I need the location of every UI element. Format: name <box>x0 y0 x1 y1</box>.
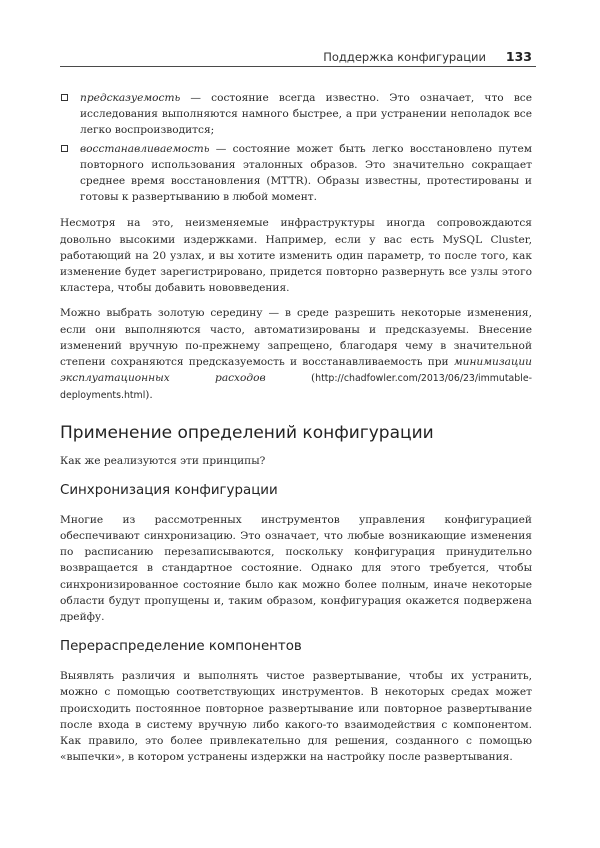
bullet-text: — состояние может быть легко восстановлено путем повторного использования эталонных образов. Это значительно сокращает среднее время восстановления (MTTR). Образы известны, протестированы и готовы к развертыванию в любой момент. <box>80 142 532 204</box>
page-body <box>60 90 532 766</box>
subsection-heading-sync: Синхронизация конфигурации <box>60 482 278 498</box>
emphasis-text: минимизации эксплуатационных расходов <box>60 356 532 385</box>
url-close: ). <box>145 389 153 402</box>
paragraph-overhead: Несмотря на это, неизменяемые инфраструктуры иногда сопровождаются довольно высокими издержками. Например, если у вас есть MySQL Cluster, работающий на 20 узлах, и вы хотите изменить один параметр, то после того, как изменение будет зарегистрировано, придется повторно развернуть все узлы этого кластера, чтобы добавить нововведения. <box>60 217 532 295</box>
section-heading: Применение определений конфигурации <box>60 422 434 443</box>
bullet-list <box>60 90 532 205</box>
bullet-term: восстанавливаемость <box>80 142 210 155</box>
paragraph-text: Можно выбрать золотую середину — в среде разрешить некоторые изменения, если они выполняются часто, автоматизированы и предсказуемы. Внесение изменений вручную по-прежнему запрещено, благодаря чему в значительной степени сохраняются предсказуемость и восстанавливаемость при <box>60 307 532 369</box>
bullet-term: предсказуемость <box>80 92 181 104</box>
bullet-item-predictability <box>60 90 532 139</box>
paragraph-redeploy: Выявлять различия и выполнять чистое развертывание, чтобы их устранить, можно с помощью соответствующих инструментов. В некоторых средах может происходить постоянное повторное развертывание или повторное развертывание после входа в систему вручную либо какого-то взаимодействия с компонентом. Как правило, это более привлекательно для решения, созданного с помощью «выпечки», в котором устранены издержки на настройку после развертывания. <box>60 670 532 764</box>
reference-url: http://chadfowler.com/2013/06/23/immutable-deployments.html <box>60 373 532 402</box>
bullet-item-recoverability <box>60 141 532 206</box>
checkbox-bullet-icon <box>61 145 68 152</box>
paragraph-sync: Многие из рассмотренных инструментов управления конфигурацией обеспечивают синхронизацию. Это означает, что любые возникающие изменения по расписанию перезаписываются, поскольку конфигурация принудительно возвращается в стандартное состояние. Однако для этого требуется, чтобы синхронизированное состояние было как можно более полным, иначе некоторые области будут пропущены и, таким образом, конфигурация окажется подвержена дрейфу. <box>60 513 532 624</box>
bullet-text: — состояние всегда известно. Это означает, что все исследования выполняются намного быстрее, а при устранении неполадок все легко воспроизводится; <box>80 92 532 137</box>
checkbox-bullet-icon <box>61 94 68 101</box>
paragraph-middle-ground <box>60 305 532 404</box>
page-number: 133 <box>505 49 532 64</box>
subsection-heading-redeploy: Перераспределение компонентов <box>60 639 302 655</box>
page-header <box>60 48 536 67</box>
url-open: ( <box>265 372 316 385</box>
running-title: Поддержка конфигурации <box>323 50 486 64</box>
section-intro: Как же реализуются эти принципы? <box>60 454 266 467</box>
